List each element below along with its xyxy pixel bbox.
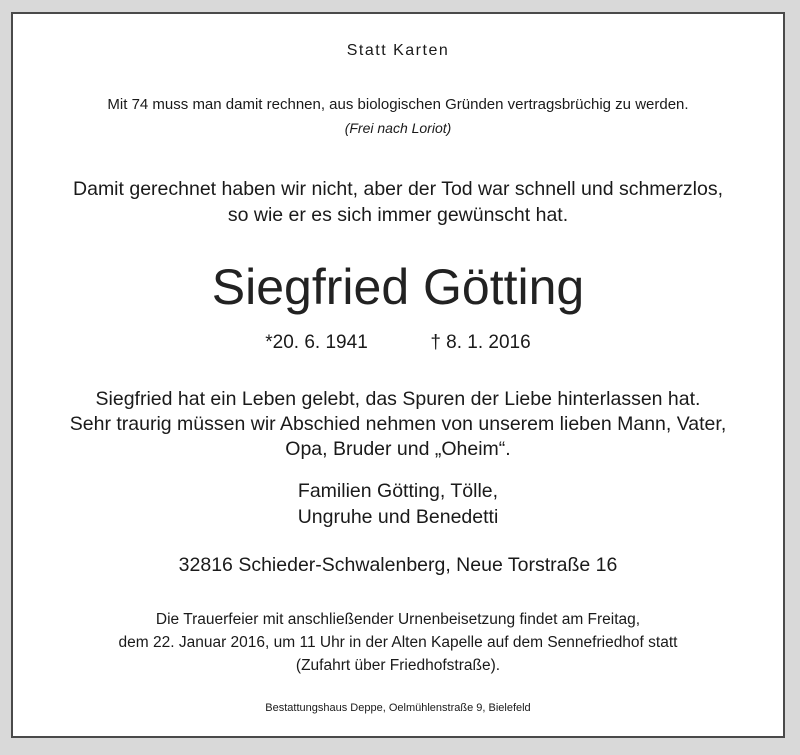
quote-attribution: (Frei nach Loriot)	[344, 120, 452, 136]
text-line-2: Sehr traurig müssen wir Abschied nehmen von unserem lieben Mann, Vater,	[69, 413, 727, 435]
obituary-notice	[11, 12, 785, 738]
funeral-line-1: Die Trauerfeier mit anschließender Urnenbeisetzung findet am Freitag,	[155, 611, 641, 628]
funeral-line-2: dem 22. Januar 2016, um 11 Uhr in der Alten Kapelle auf dem Sennefriedhof statt	[118, 634, 678, 651]
life-dates	[13, 332, 783, 354]
undertaker-info: Bestattungshaus Deppe, Oelmühlenstraße 9, Bielefeld	[265, 702, 531, 714]
text-line-1: Siegfried hat ein Leben gelebt, das Spuren der Liebe hinterlassen hat.	[95, 388, 701, 410]
death-date: † 8. 1. 2016	[430, 332, 531, 353]
family-line-1: Familien Götting, Tölle,	[297, 480, 499, 502]
intro-line-1: Damit gerechnet haben wir nicht, aber der Tod war schnell und schmerzlos,	[73, 178, 723, 200]
header-statt-karten: Statt Karten	[346, 42, 450, 59]
birth-date: *20. 6. 1941	[265, 332, 368, 353]
deceased-name: Siegfried Götting	[211, 259, 585, 315]
family-line-2: Ungruhe und Benedetti	[297, 506, 499, 528]
text-line-3: Opa, Bruder und „Oheim“.	[285, 438, 511, 460]
funeral-line-3: (Zufahrt über Friedhofstraße).	[295, 657, 501, 674]
family-address: 32816 Schieder-Schwalenberg, Neue Torstraße 16	[178, 554, 618, 576]
intro-line-2: so wie er es sich immer gewünscht hat.	[227, 204, 569, 226]
quote-text: Mit 74 muss man damit rechnen, aus biologischen Gründen vertragsbrüchig zu werden.	[107, 96, 689, 113]
